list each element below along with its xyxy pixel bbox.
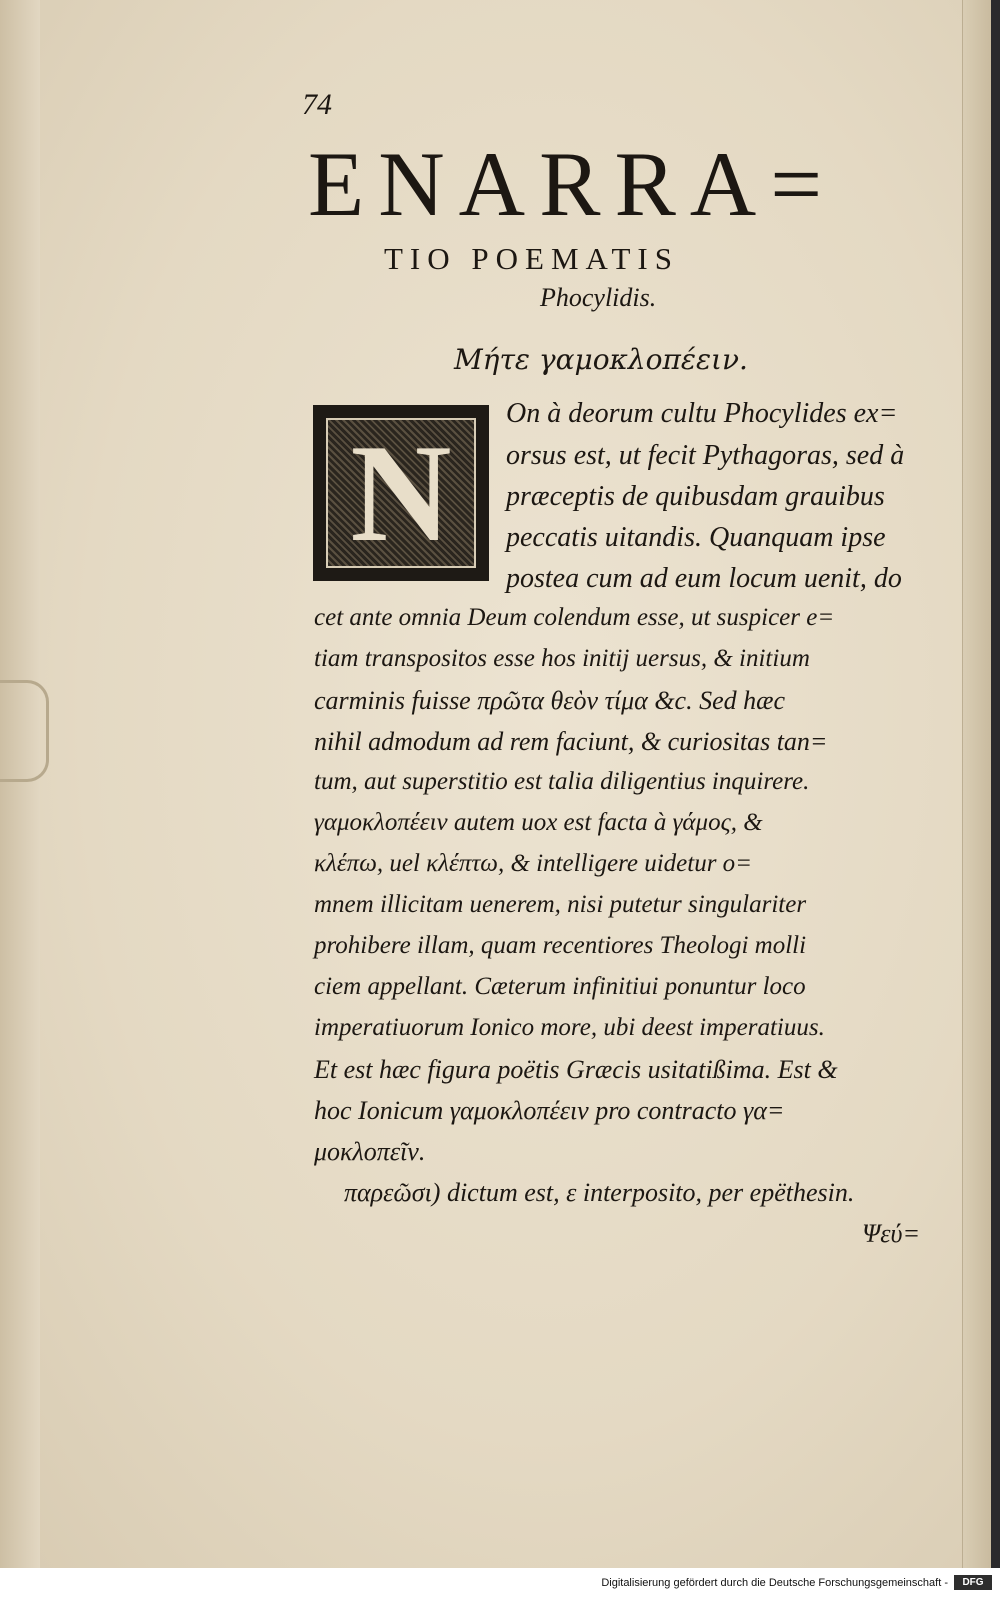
text-line: cet ante omnia Deum colendum esse, ut suspicer e= [314, 604, 835, 631]
text-line: tiam transpositos esse hos initij uersus, & initium [314, 645, 810, 672]
title-line-1: ENARRA= [308, 133, 837, 235]
page-left-edge [0, 0, 40, 1568]
text-line: præceptis de quibusdam grauibus [506, 481, 885, 512]
initial-woodcut [326, 415, 476, 571]
dfg-logo: DFG [954, 1575, 992, 1590]
page-right-edge [962, 0, 991, 1568]
text-line: imperatiuorum Ionico more, ubi deest imperatiuus. [314, 1014, 825, 1041]
text-line: mnem illicitam uenerem, nisi putetur singulariter [314, 891, 807, 918]
text-line: μοκλοπεῖν. [314, 1137, 426, 1166]
text-line: On à deorum cultu Phocylides ex= [506, 398, 898, 429]
text-line: hoc Ionicum γαμοκλοπέειν pro contracto γα= [314, 1096, 785, 1125]
text-line: nihil admodum ad rem faciunt, & curiositas tan= [314, 727, 828, 756]
text-line: Et est hæc figura poëtis Græcis usitatißima. Est & [314, 1055, 838, 1084]
text-line: postea cum ad eum locum uenit, do [506, 563, 902, 594]
title-line-2: TIO POEMATIS [384, 241, 679, 276]
footer-bar [0, 1568, 1000, 1597]
greek-heading: Μήτε γαμοκλοπέειν. [454, 343, 748, 376]
catchword: Ψεύ= [862, 1219, 921, 1248]
text-line: peccatis uitandis. Quanquam ipse [506, 522, 886, 553]
funding-credit: Digitalisierung gefördert durch die Deutsche Forschungsgemeinschaft - [601, 1577, 948, 1589]
text-line: κλέπω, uel κλέπτω, & intelligere uidetur o= [314, 850, 753, 877]
initial-letter: N [350, 415, 452, 571]
title-line-3: Phocylidis. [540, 283, 657, 312]
binding-clasp [0, 680, 49, 782]
page-number: 74 [302, 88, 332, 121]
text-line: tum, aut superstitio est talia diligentius inquirere. [314, 768, 810, 795]
text-line: παρεῶσι) dictum est, ε interposito, per epëthesin. [344, 1178, 855, 1207]
text-line: ciem appellant. Cæterum infinitiui ponuntur loco [314, 973, 806, 1000]
text-line: prohibere illam, quam recentiores Theologi molli [314, 932, 807, 959]
decorated-initial [313, 405, 489, 581]
text-line: carminis fuisse πρῶτα θεὸν τίμα &c. Sed hæc [314, 686, 786, 715]
text-line: γαμοκλοπέειν autem uox est facta à γάμος, & [314, 809, 763, 836]
text-line: orsus est, ut fecit Pythagoras, sed à [506, 440, 905, 471]
